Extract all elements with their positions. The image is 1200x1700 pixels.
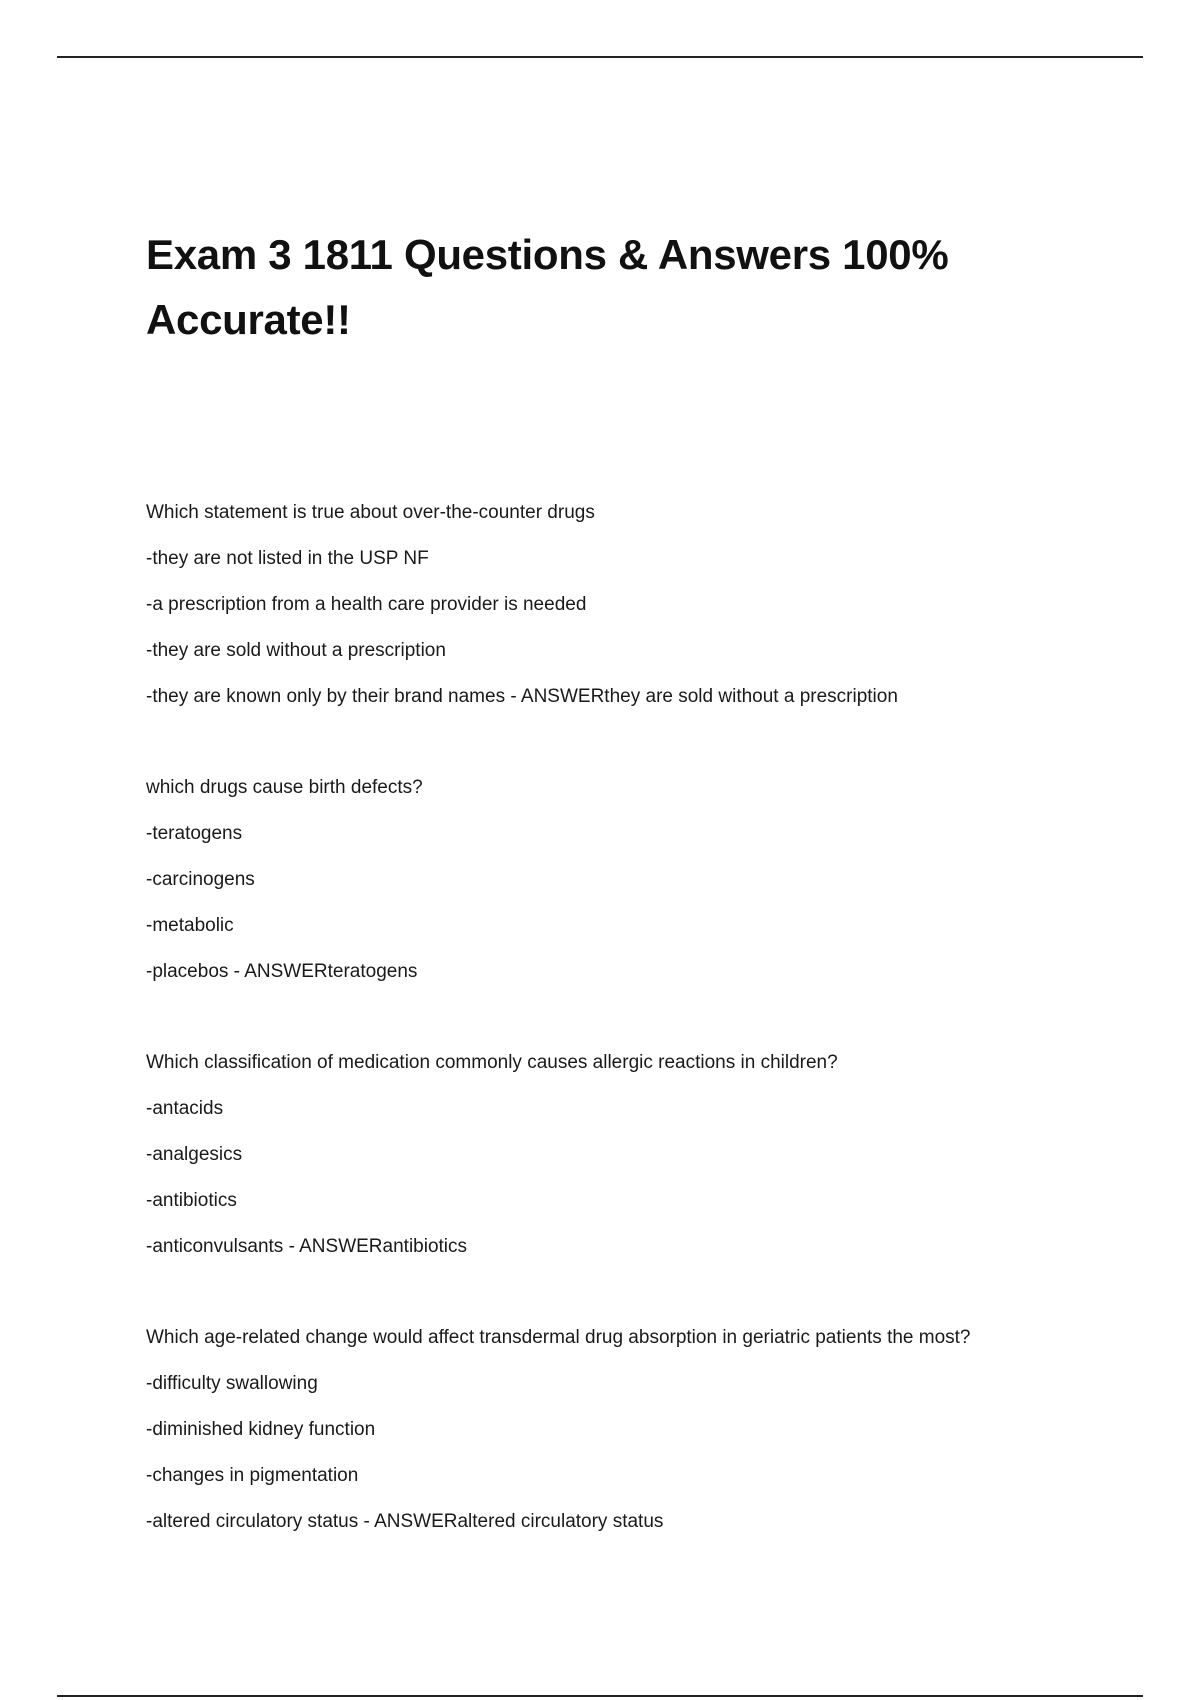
question-block (146, 1040, 1106, 1270)
question-block (146, 1315, 1106, 1545)
answer-option: -antibiotics (146, 1190, 237, 1211)
answer-option: -analgesics (146, 1144, 243, 1165)
question-text: Which age-related change would affect transdermal drug absorption in geriatric patients the most? (146, 1327, 971, 1348)
answer-option: -carcinogens (146, 869, 255, 890)
answer-option-with-answer: -altered circulatory status - ANSWERaltered circulatory status (146, 1511, 664, 1532)
question-block (146, 490, 1106, 720)
question-text: Which statement is true about over-the-counter drugs (146, 502, 595, 523)
answer-option: -changes in pigmentation (146, 1465, 359, 1486)
question-text: which drugs cause birth defects? (146, 777, 423, 798)
top-rule (57, 56, 1143, 58)
answer-option: -difficulty swallowing (146, 1373, 318, 1394)
answer-option-with-answer: -they are known only by their brand names - ANSWERthey are sold without a prescription (146, 686, 898, 707)
question-block (146, 765, 1106, 995)
page-title: Exam 3 1811 Questions & Answers 100% Accurate!! (146, 231, 949, 343)
answer-option: -they are sold without a prescription (146, 640, 446, 661)
answer-option: -diminished kidney function (146, 1419, 376, 1440)
answer-option: -metabolic (146, 915, 234, 936)
answer-option: -they are not listed in the USP NF (146, 548, 429, 569)
question-list (146, 490, 1106, 1590)
answer-option: -teratogens (146, 823, 243, 844)
answer-option-with-answer: -anticonvulsants - ANSWERantibiotics (146, 1236, 468, 1257)
bottom-rule (57, 1695, 1143, 1697)
answer-option: -a prescription from a health care provider is needed (146, 594, 587, 615)
answer-option: -antacids (146, 1098, 224, 1119)
answer-option-with-answer: -placebos - ANSWERteratogens (146, 961, 418, 982)
question-text: Which classification of medication commonly causes allergic reactions in children? (146, 1052, 838, 1073)
